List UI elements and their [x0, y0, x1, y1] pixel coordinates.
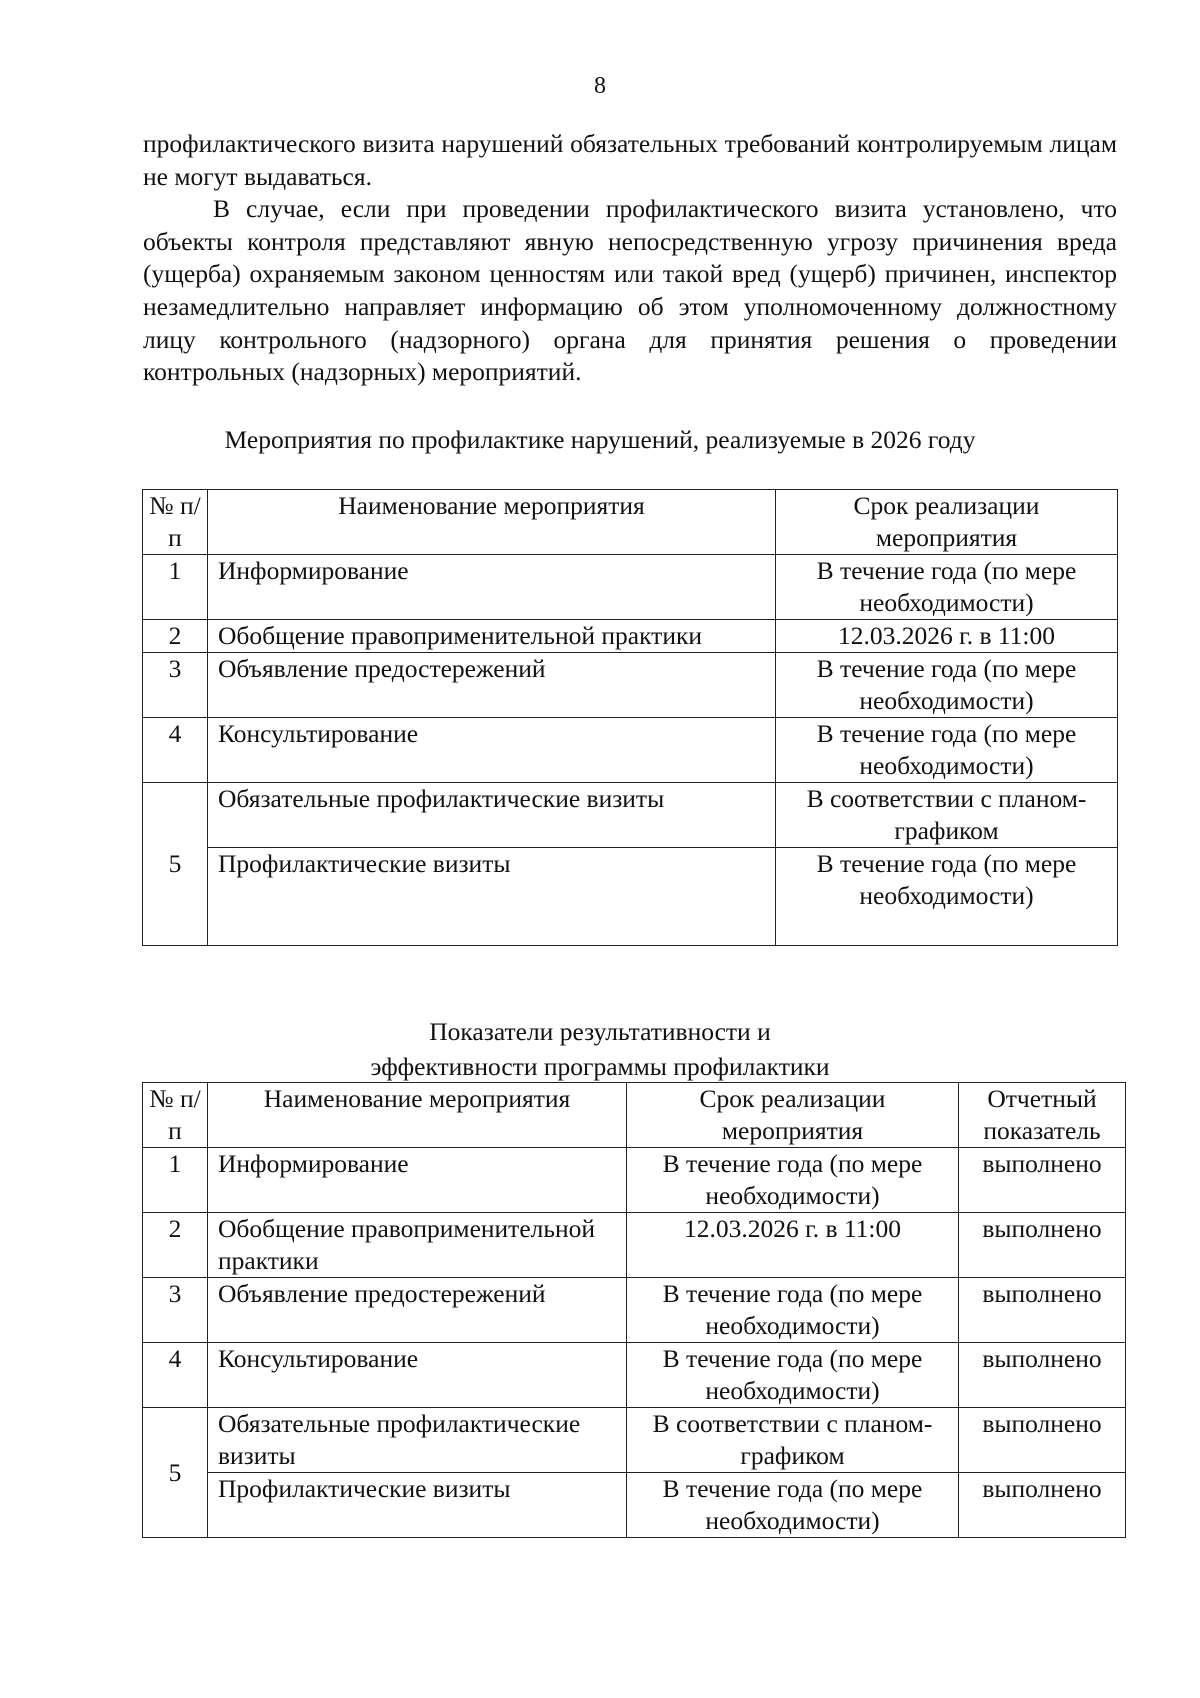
- row-num: 2: [143, 620, 208, 653]
- row-name: Информирование: [208, 1148, 627, 1213]
- header-name: Наименование мероприятия: [208, 490, 776, 555]
- table-row: [143, 783, 1118, 848]
- table-header-row: [143, 490, 1118, 555]
- paragraph-continuation: профилактического визита нарушений обязательных требований контролируемым лицам не могут выдаваться.: [143, 129, 1117, 191]
- table-row: [143, 555, 1118, 620]
- row-name: Консультирование: [208, 718, 776, 783]
- row-result: выполнено: [959, 1408, 1126, 1473]
- table-row: [143, 1278, 1126, 1343]
- row-num: 1: [143, 1148, 208, 1213]
- row-term: В течение года (по мере необходимости): [627, 1278, 959, 1343]
- table-header-row: [143, 1083, 1126, 1148]
- row-name: Объявление предостережений: [208, 1278, 627, 1343]
- row-result: выполнено: [959, 1473, 1126, 1538]
- table-row: [143, 620, 1118, 653]
- row-num: 1: [143, 555, 208, 620]
- row-name: Профилактические визиты: [208, 1473, 627, 1538]
- table-row: [143, 1148, 1126, 1213]
- row-name: Информирование: [208, 555, 776, 620]
- row-num: 4: [143, 718, 208, 783]
- row-num: 4: [143, 1343, 208, 1408]
- table2-title-line1: Показатели результативности и: [429, 1017, 771, 1046]
- table-row: [143, 1408, 1126, 1473]
- header-result: Отчетный показатель: [959, 1083, 1126, 1148]
- row-result: выполнено: [959, 1278, 1126, 1343]
- header-num: № п/п: [143, 1083, 208, 1148]
- row-num: 5: [143, 783, 208, 946]
- row-name: Консультирование: [208, 1343, 627, 1408]
- row-term: В течение года (по мере необходимости): [776, 718, 1118, 783]
- row-num: 5: [143, 1408, 208, 1538]
- row-name: Обязательные профилактические визиты: [208, 783, 776, 848]
- measures-table: [142, 489, 1118, 946]
- table-row: [143, 718, 1118, 783]
- table2-title-line2: эффективности программы профилактики: [370, 1051, 830, 1081]
- row-num: 3: [143, 1278, 208, 1343]
- row-name: Объявление предостережений: [208, 653, 776, 718]
- row-term: В течение года (по мере необходимости): [627, 1343, 959, 1408]
- table-row: [143, 1473, 1126, 1538]
- row-term: В течение года (по мере необходимости): [776, 848, 1118, 946]
- row-name: Профилактические визиты: [208, 848, 776, 946]
- header-term: Срок реализации мероприятия: [776, 490, 1118, 555]
- row-num: 2: [143, 1213, 208, 1278]
- header-term: Срок реализации мероприятия: [627, 1083, 959, 1148]
- row-name: Обобщение правоприменительной практики: [208, 620, 776, 653]
- page-number: 8: [594, 73, 606, 99]
- row-name: Обязательные профилактические визиты: [208, 1408, 627, 1473]
- row-term: В течение года (по мере необходимости): [776, 555, 1118, 620]
- header-num: № п/п: [143, 490, 208, 555]
- row-num: 3: [143, 653, 208, 718]
- row-term: В течение года (по мере необходимости): [627, 1148, 959, 1213]
- row-term: В соответствии с планом-графиком: [627, 1408, 959, 1473]
- header-name: Наименование мероприятия: [208, 1083, 627, 1148]
- table-row: [143, 848, 1118, 946]
- body-text: [143, 128, 1117, 389]
- table-row: [143, 1343, 1126, 1408]
- paragraph-visit-threat: В случае, если при проведении профилактического визита установлено, что объекты контроля представляют явную непосредственную угрозу причинения вреда (ущерба) охраняемым законом ценностям или такой вред (ущерб) причинен, инспектор незамедлительно направляет информацию об этом уполномоченному должностному лицу контрольного (надзорного) органа для принятия решения о проведении контрольных (надзорных) мероприятий.: [143, 194, 1117, 387]
- row-result: выполнено: [959, 1213, 1126, 1278]
- row-result: выполнено: [959, 1148, 1126, 1213]
- table-row: [143, 1213, 1126, 1278]
- indicators-table: [142, 1082, 1126, 1538]
- row-term: 12.03.2026 г. в 11:00: [776, 620, 1118, 653]
- table1-title: Мероприятия по профилактике нарушений, реализуемые в 2026 году: [224, 425, 976, 454]
- row-term: В течение года (по мере необходимости): [627, 1473, 959, 1538]
- row-result: выполнено: [959, 1343, 1126, 1408]
- row-name: Обобщение правоприменительной практики: [208, 1213, 627, 1278]
- row-term: В соответствии с планом-графиком: [776, 783, 1118, 848]
- table-row: [143, 653, 1118, 718]
- row-term: В течение года (по мере необходимости): [776, 653, 1118, 718]
- row-term: 12.03.2026 г. в 11:00: [627, 1213, 959, 1278]
